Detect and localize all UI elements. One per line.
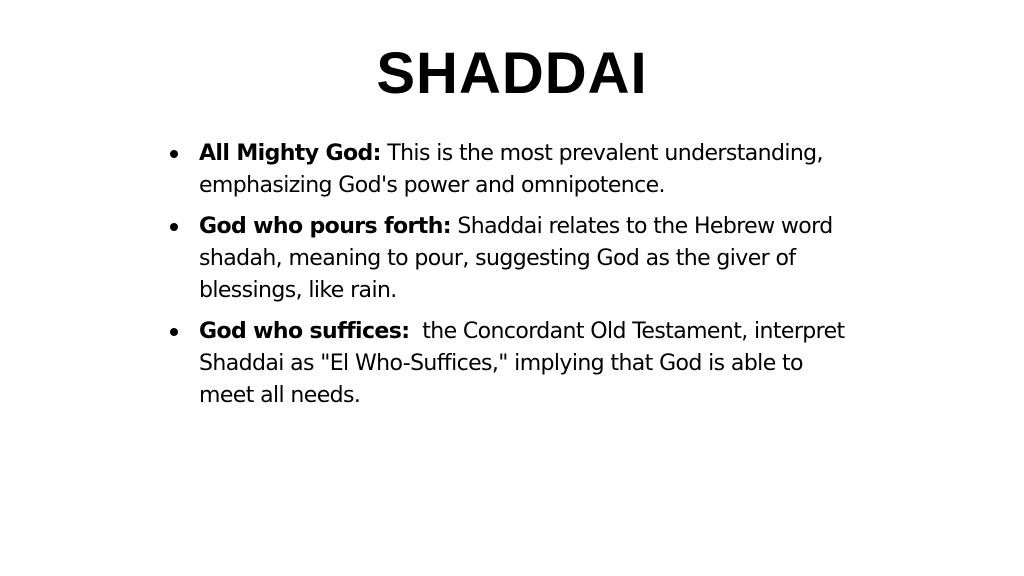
bullet-item-god-who-suffices (168, 316, 858, 412)
bullet-list (168, 138, 858, 421)
bullet-item-all-mighty-god (168, 138, 858, 202)
bullet-item-god-who-pours-forth (168, 211, 858, 307)
bullet-term: God who suffices: (199, 319, 410, 344)
bullet-text: the Concordant Old Testament, interpret Shaddai as "El Who-Suffices," implying that God is able to meet all needs. (199, 319, 851, 408)
bullet-term: God who pours forth: (199, 214, 451, 239)
bullet-text: Shaddai relates to the Hebrew word shadah, meaning to pour, suggesting God as the giver of blessings, like rain. (199, 214, 833, 303)
bullet-dot-icon (170, 223, 178, 231)
slide-title: SHADDAI (376, 41, 648, 106)
bullet-dot-icon (170, 150, 178, 158)
bullet-text: This is the most prevalent understanding, emphasizing God's power and omnipotence. (199, 141, 823, 198)
bullet-term: All Mighty God: (199, 141, 381, 166)
bullet-dot-icon (170, 328, 178, 336)
